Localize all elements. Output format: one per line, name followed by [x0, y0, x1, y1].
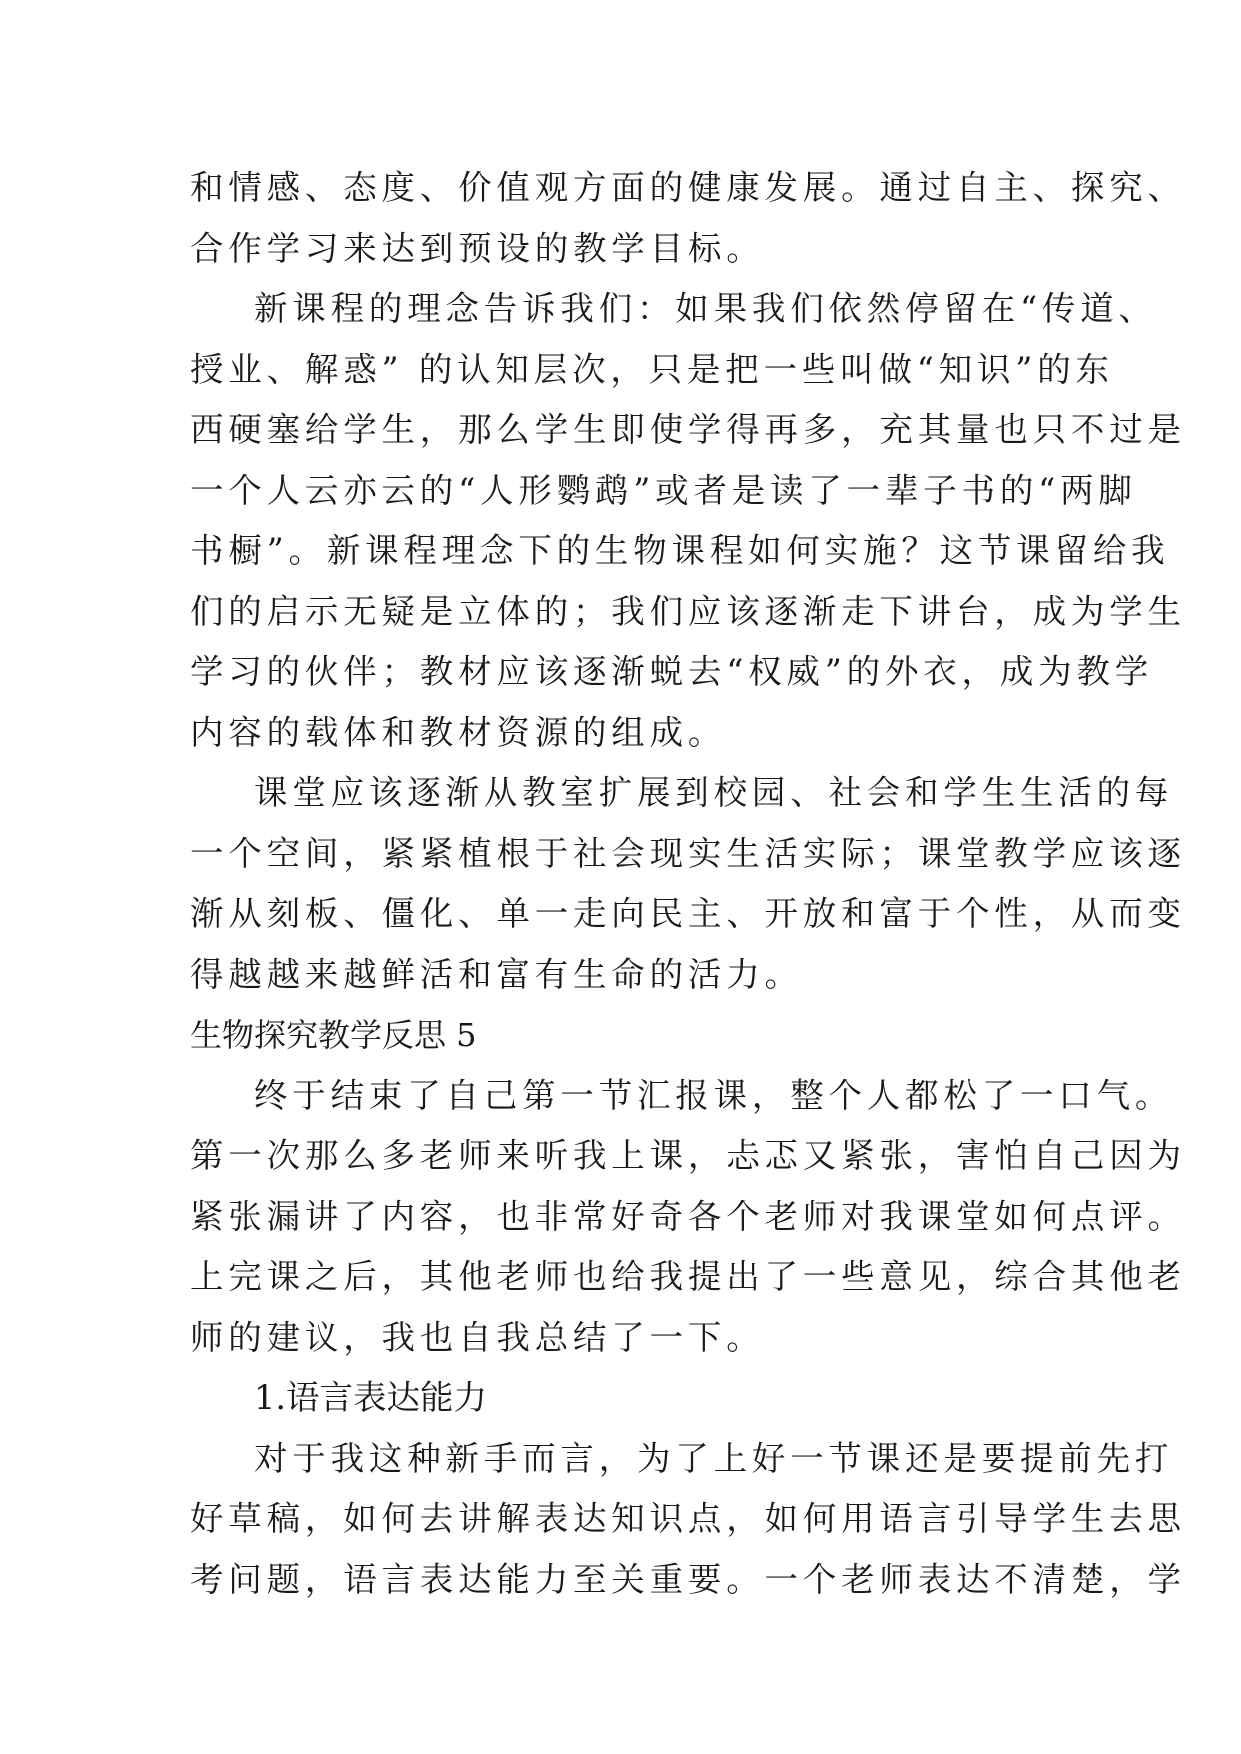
paragraph-start-line: 新课程的理念告诉我们：如果我们依然停留在“传道、	[254, 289, 1157, 328]
body-text	[190, 158, 1186, 1610]
text-line: 得越越来越鲜活和富有生命的活力。	[190, 954, 803, 994]
text-line: 书橱”。新课程理念下的生物课程如何实施？这节课留给我	[190, 531, 1170, 570]
text-line: 一个空间，紧紧植根于社会现实生活实际；课堂教学应该逐	[190, 833, 1186, 873]
text-line: 西硬塞给学生，那么学生即使学得再多，充其量也只不过是	[190, 410, 1186, 449]
section-heading: 生物探究教学反思 5	[190, 1016, 477, 1054]
paragraph-start-line: 对于我这种新手而言，为了上好一节课还是要提前先打	[254, 1438, 1174, 1478]
numbered-subheading: 1.语言表达能力	[254, 1378, 487, 1417]
text-line: 学习的伙伴；教材应该逐渐蜕去“权威”的外衣，成为教学	[190, 652, 1154, 691]
paragraph-start-line: 课堂应该逐渐从教室扩展到校园、社会和学生生活的每	[254, 773, 1174, 812]
paragraph-start-line: 终于结束了自己第一节汇报课，整个人都松了一口气。	[254, 1075, 1174, 1115]
text-line: 第一次那么多老师来听我上课，忐忑又紧张，害怕自己因为	[190, 1136, 1186, 1175]
text-line: 考问题，语言表达能力至关重要。一个老师表达不清楚，学	[190, 1559, 1186, 1599]
text-line: 渐从刻板、僵化、单一走向民主、开放和富于个性，从而变	[190, 894, 1186, 933]
text-line: 师的建议，我也自我总结了一下。	[190, 1317, 765, 1357]
text-line: 好草稿，如何去讲解表达知识点，如何用语言引导学生去思	[190, 1499, 1186, 1538]
text-line: 内容的载体和教材资源的组成。	[190, 712, 727, 752]
text-line: 和情感、态度、价值观方面的健康发展。通过自主、探究、	[190, 168, 1186, 207]
text-line: 授业、解惑” 的认知层次，只是把一些叫做“知识”的东	[190, 349, 1114, 389]
text-line: 们的启示无疑是立体的；我们应该逐渐走下讲台，成为学生	[190, 591, 1186, 631]
text-line: 合作学习来达到预设的教学目标。	[190, 228, 765, 268]
text-line: 一个人云亦云的“人形鹦鹉”或者是读了一辈子书的“两脚	[190, 470, 1137, 510]
text-line: 紧张漏讲了内容，也非常好奇各个老师对我课堂如何点评。	[190, 1196, 1186, 1236]
text-line: 上完课之后，其他老师也给我提出了一些意见，综合其他老	[190, 1257, 1186, 1296]
